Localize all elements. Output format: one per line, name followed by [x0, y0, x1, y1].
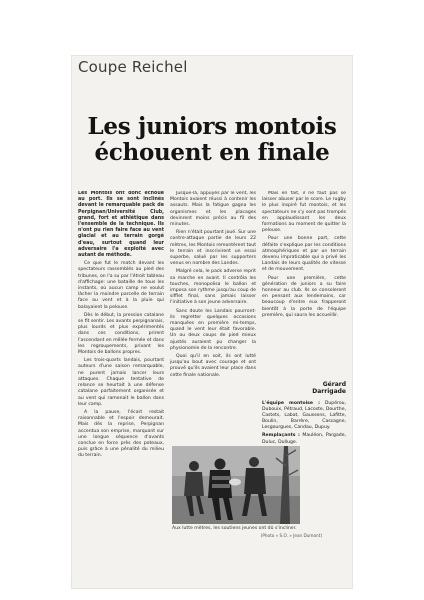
body-paragraph: Pour une première, cette génération de juniors a su faire honneur au club. Ils se consoleront en pensant aux lendemains, car beaucoup d'entre eux frapperont bientôt à la porte de l'équipe première, qui saura les accueillir.	[262, 275, 346, 318]
lead-paragraph	[78, 191, 164, 259]
match-photo	[172, 446, 300, 524]
body-paragraph: Pour une bonne part, cette défaite s'explique par les conditions atmosphériques et par un terrain devenu impraticable qui a privé les Landais de leurs qualités de vitesse et de mouvement.	[262, 236, 346, 273]
headline	[72, 114, 352, 166]
headline-line-2: échouent en finale	[94, 139, 330, 166]
article-column-2	[170, 191, 256, 442]
article-column-1	[78, 191, 164, 551]
team-lineups	[262, 401, 346, 448]
newspaper-clipping	[72, 56, 352, 588]
author-signature	[262, 381, 346, 395]
photo-credit: (Photo « S.O. » Jean Dumont)	[260, 533, 322, 538]
lineup-text: Mauléon, Pargade, Duluc, Dulluge.	[262, 433, 346, 445]
lineup-entry	[262, 401, 346, 431]
body-paragraph: A la pause, l'écart restait raisonnable et l'espoir demeurait. Mais dès la reprise, Perpignan accentua son emprise, marquant sur une longue séquence d'avants conclue en force près des poteaux, puis grâce à une pénalité du milieu du terrain.	[78, 409, 164, 459]
body-paragraph: Malgré cela, le pack adverse reprit sa marche en avant. Il contrôla les touches, monopolisa le ballon et imposa son rythme jusqu'au coup de sifflet final, sans jamais laisser l'initiative à son jeune adversaire.	[170, 269, 256, 306]
body-paragraph: Quoi qu'il en soit, ils ont lutté jusqu'au bout avec courage et ont prouvé qu'ils avaient leur place dans cette finale nationale.	[170, 354, 256, 378]
body-paragraph: Mais en fait, il ne faut pas se laisser abuser par le score. Le rugby le plus inspiré fut montois, et les spectateurs ne s'y sont pas trompés en applaudissant les deux formations au moment de quitter la pelouse.	[262, 191, 346, 234]
body-paragraph: Sans doute les Landais pourront-ils regretter quelques occasions manquées en première mi-temps, quand le vent leur était favorable. Un ou deux coups de pied mieux ajustés auraient pu changer la physionomie de la rencontre.	[170, 308, 256, 351]
body-paragraph: Ce que fut le match devant les spectateurs rassemblés au pied des tribunes, on l'a su par l'étroit tableau d'affichage: une bataille de tous les instants, où aucun camp ne voulut lâcher la moindre parcelle de terrain face au vent et à la pluie qui balayaient la pelouse.	[78, 261, 164, 310]
lineup-label: L'équipe montoise :	[262, 401, 320, 406]
lineup-text: Dupérou, Dubouix, Pétraud, Lacoste, Dourthe, Castets, Labat, Gaussens, Lafitte, Boulin, Barrère, Cassagne, Lesgourgues, Candau, Dupuy.	[262, 401, 347, 431]
article-column-3	[262, 191, 346, 379]
author-first-name: Gérard	[322, 381, 346, 388]
headline-line-1: Les juniors montois	[87, 113, 337, 140]
lead-text: Les Montois ont donc échoué au port. Ils se sont inclinés devant le remarquable pack de Perpignan/Université Club, grand, fort et athlétique dans l'ensemble de la technique. Ils n'ont pu rien faire face au vent glacial et au terrain gorgé d'eau, surtout quand leur adversaire l'a exploité avec autant de méthode.	[78, 191, 164, 259]
photo-caption: Aux lutte mètres, les soutiens jeunes ont dû s'incliner.	[172, 526, 297, 531]
lineup-label: Remplaçants :	[262, 433, 300, 439]
body-paragraph: Jusque-là, appuyés par le vent, les Montois avaient réussi à contenir les assauts. Mais la fatigue gagna les organismes et les placages devinrent moins précis au fil des minutes.	[170, 191, 256, 228]
body-paragraph: Les trois-quarts landais, pourtant auteurs d'une saison remarquable, ne purent jamais lancer leurs attaques. Chaque tentative de relance se heurtait à une défense catalane parfaitement organisée et au vent qui ramenait le ballon dans leur camp.	[78, 358, 164, 407]
body-paragraph: Rien n'était pourtant joué. Sur une contre-attaque partie de leurs 22 mètres, les Montois remontèrent tout le terrain et inscrivirent un essai superbe, salué par les supporters venus en nombre des Landes.	[170, 230, 256, 267]
author-last-name: Darrigade	[312, 388, 346, 395]
body-paragraph: Dès le début, la pression catalane se fit sentir. Les avants perpignanais, plus lourds et plus expérimentés dans ces conditions, prirent l'ascendant en mêlée fermée et dans les regroupements, privant les Montois de ballons propres.	[78, 312, 164, 356]
section-label: Coupe Reichel	[78, 58, 188, 76]
rugby-players-image	[172, 446, 300, 524]
lineup-entry	[262, 433, 346, 445]
